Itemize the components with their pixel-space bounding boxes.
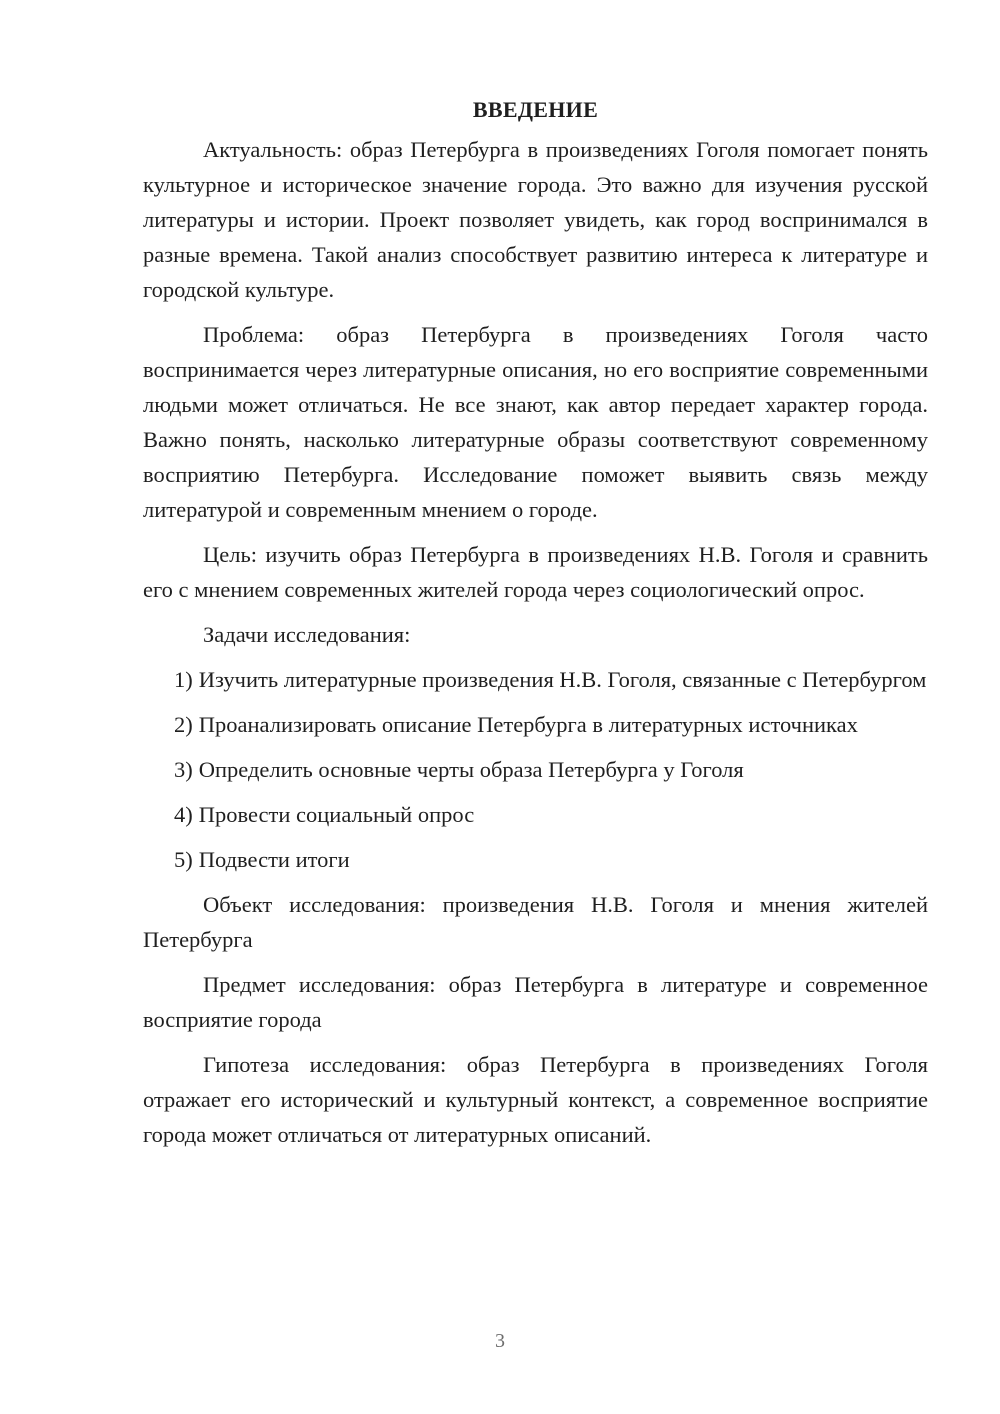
object-paragraph: Объект исследования: произведения Н.В. Гоголя и мнения жителей Петербурга (143, 892, 928, 952)
task-text: Проанализировать описание Петербурга в литературных источниках (198, 712, 858, 737)
task-number: 3) (174, 757, 193, 782)
task-text: Подвести итоги (198, 847, 350, 872)
task-number: 1) (174, 667, 193, 692)
tasks-title: Задачи исследования: (203, 622, 411, 647)
task-number: 2) (174, 712, 193, 737)
task-item (143, 797, 928, 832)
task-item (143, 662, 928, 697)
task-number: 4) (174, 802, 193, 827)
relevance-paragraph: Актуальность: образ Петербурга в произведениях Гоголя помогает понять культурное и историческое значение города. Это важно для изучения русской литературы и истории. Проект позволяет увидеть, как город воспринимался в разные времена. Такой анализ способствует развитию интереса к литературе и городской культуре. (143, 137, 928, 302)
task-text: Провести социальный опрос (198, 802, 475, 827)
page-number: 3 (495, 1330, 505, 1352)
task-number: 5) (174, 847, 193, 872)
goal-paragraph: Цель: изучить образ Петербурга в произведениях Н.В. Гоголя и сравнить его с мнением современных жителей города через социологический опрос. (143, 542, 928, 602)
task-item (143, 752, 928, 787)
task-item (143, 842, 928, 877)
section-heading: ВВЕДЕНИЕ (472, 97, 599, 122)
document-page (143, 92, 928, 1162)
problem-paragraph: Проблема: образ Петербурга в произведениях Гоголя часто воспринимается через литературные описания, но его восприятие современными людьми может отличаться. Не все знают, как автор передает характер города. Важно понять, насколько литературные образы соответствуют современному восприятию Петербурга. Исследование поможет выявить связь между литературой и современным мнением о городе. (143, 322, 928, 522)
task-text: Определить основные черты образа Петербурга у Гоголя (198, 757, 744, 782)
subject-paragraph: Предмет исследования: образ Петербурга в литературе и современное восприятие города (143, 972, 928, 1032)
hypothesis-paragraph: Гипотеза исследования: образ Петербурга в произведениях Гоголя отражает его исторический и культурный контекст, а современное восприятие города может отличаться от литературных описаний. (143, 1052, 928, 1147)
task-item (143, 707, 928, 742)
task-text: Изучить литературные произведения Н.В. Гоголя, связанные с Петербургом (198, 667, 927, 692)
